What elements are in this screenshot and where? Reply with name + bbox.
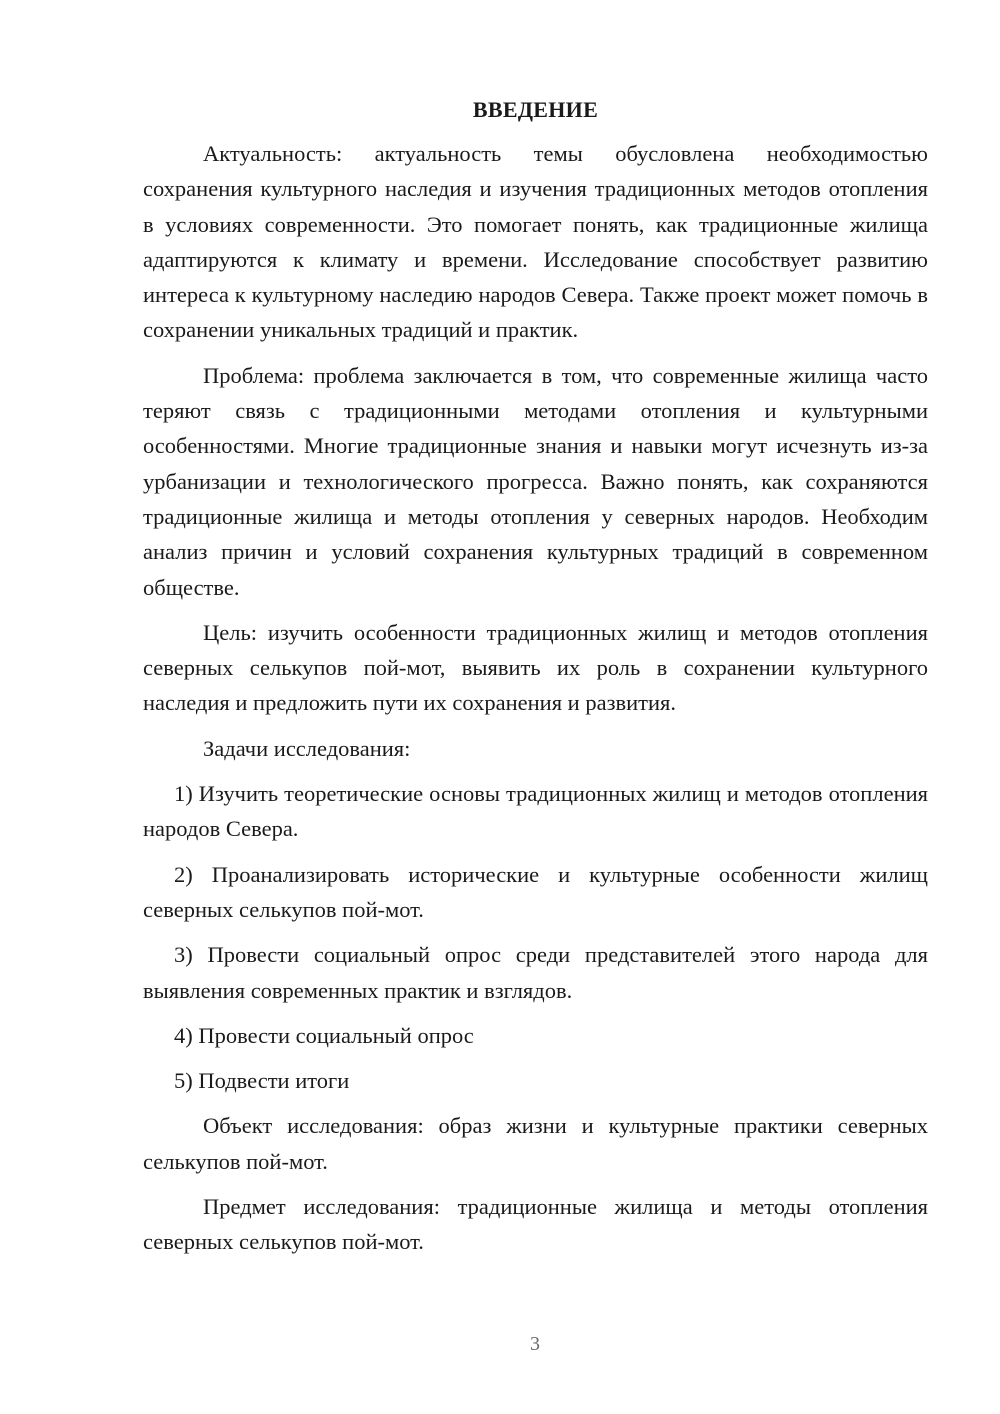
object-paragraph: Объект исследования: образ жизни и культурные практики северных селькупов пой-мот. (143, 1113, 928, 1174)
goal-paragraph: Цель: изучить особенности традиционных жилищ и методов отопления северных селькупов пой-мот, выявить их роль в сохранении культурного наследия и предложить пути их сохранения и развития. (143, 619, 928, 716)
task-item-1: 1) Изучить теоретические основы традиционных жилищ и методов отопления народов Севера. (143, 781, 928, 842)
page-number: 3 (530, 1333, 540, 1355)
problem-paragraph: Проблема: проблема заключается в том, что современные жилища часто теряют связь с традиционными методами отопления и культурными особенностями. Многие традиционные знания и навыки могут исчезнуть из-за урбанизации и технологического прогресса. Важно понять, как сохраняются традиционные жилища и методы отопления у северных народов. Необходим анализ причин и условий сохранения культурных традиций в современном обществе. (143, 362, 928, 600)
task-item-2: 2) Проанализировать исторические и культурные особенности жилищ северных селькупов пой-мот. (143, 861, 928, 922)
page-title: ВВЕДЕНИЕ (472, 97, 599, 122)
task-item-3: 3) Провести социальный опрос среди представителей этого народа для выявления современных практик и взглядов. (143, 942, 928, 1003)
document-page (143, 96, 928, 1270)
task-item-5: 5) Подвести итоги (174, 1068, 350, 1094)
tasks-title: Задачи исследования: (203, 735, 411, 761)
task-item-4: 4) Провести социальный опрос (174, 1022, 474, 1048)
subject-paragraph: Предмет исследования: традиционные жилища и методы отопления северных селькупов пой-мот. (143, 1194, 928, 1255)
relevance-paragraph: Актуальность: актуальность темы обусловлена необходимостью сохранения культурного наследия и изучения традиционных методов отопления в условиях современности. Это помогает понять, как традиционные жилища адаптируются к климату и времени. Исследование способствует развитию интереса к культурному наследию народов Севера. Также проект может помочь в сохранении уникальных традиций и практик. (143, 141, 928, 343)
